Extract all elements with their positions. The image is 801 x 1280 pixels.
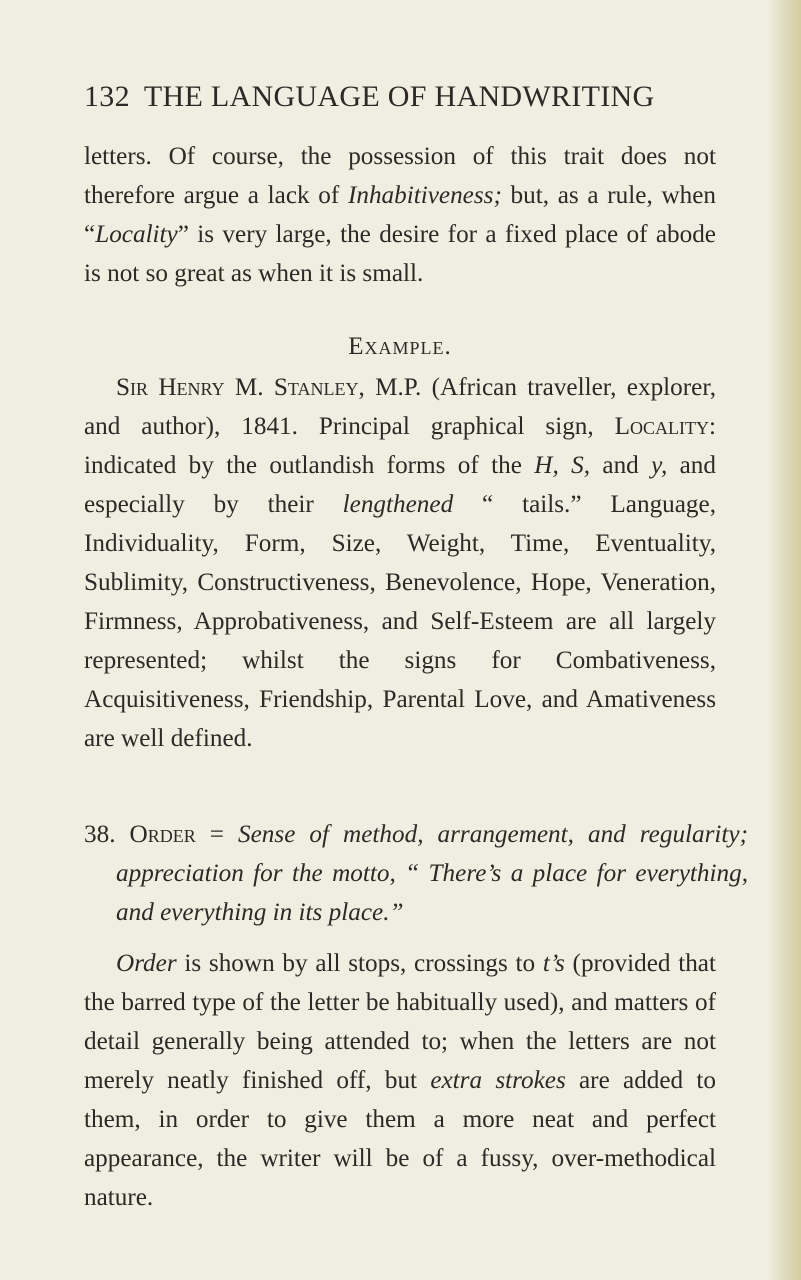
- paragraph-stanley-example: [84, 368, 716, 758]
- example-heading: Example.: [348, 333, 452, 360]
- running-head: [84, 80, 724, 114]
- italic-term: lengthened: [342, 491, 454, 518]
- text-run: (African traveller, explorer, and author), 1841. Principal graphical sign,: [84, 374, 716, 440]
- italic-definition: Sense of method, arrangement, and regularity; appreciation for the motto, “ There’s a place for everything, and everything in its place.”: [116, 821, 748, 926]
- text-run: =: [195, 821, 239, 848]
- italic-term: Locality: [95, 221, 178, 248]
- italic-term: Order: [116, 950, 177, 977]
- text-run: and: [590, 452, 652, 479]
- text-run: are added to them, in order to give them a more neat and perfect appearance, the writer will be of a fussy, over-methodical nature.: [84, 1067, 716, 1211]
- text-run: ” is very large, the desire for a fixed place of abode is not so great as when it is small.: [84, 221, 716, 287]
- text-run: and especially by their: [84, 452, 716, 518]
- text-run: is shown by all stops, crossings to: [176, 950, 543, 977]
- running-title: THE LANGUAGE OF HANDWRITING: [143, 80, 655, 113]
- paragraph-order-definition: [84, 815, 748, 932]
- italic-term: y,: [651, 452, 668, 479]
- page-edge-shadow: [767, 0, 801, 1280]
- section-number: 38.: [84, 821, 130, 848]
- small-caps-term: Locality: [614, 413, 709, 440]
- text-run: : indicated by the outlandish forms of the: [84, 413, 716, 479]
- small-caps-name: Sir Henry M. Stanley, M.P.: [116, 374, 422, 401]
- italic-term: H, S,: [534, 452, 591, 479]
- text-run: (provided that the barred type of the letter be habitually used), and matters of detail generally being attended to; when the letters are not merely neatly finished off, but: [84, 950, 716, 1094]
- page-number: 132: [84, 80, 130, 113]
- italic-term: extra strokes: [430, 1067, 566, 1094]
- paragraph-locality: [84, 137, 716, 293]
- paragraph-order-description: [84, 944, 716, 1217]
- text-run: “ tails.” Language, Individuality, Form, Size, Weight, Time, Eventuality, Sublimity, Constructiveness, Benevolence, Hope, Veneration, Firmness, Approbativeness, and Self-Esteem are all largely represented; whilst the signs for Combativeness, Acquisitiveness, Friendship, Parental Love, and Amativeness are well defined.: [84, 491, 716, 752]
- text-run: letters. Of course, the possession of this trait does not therefore argue a lack of: [84, 143, 716, 209]
- small-caps-term: Order: [129, 821, 196, 848]
- text-run: but, as a rule, when “: [84, 182, 716, 248]
- italic-term: t’s: [542, 950, 565, 977]
- italic-term: Inhabitiveness;: [347, 182, 502, 209]
